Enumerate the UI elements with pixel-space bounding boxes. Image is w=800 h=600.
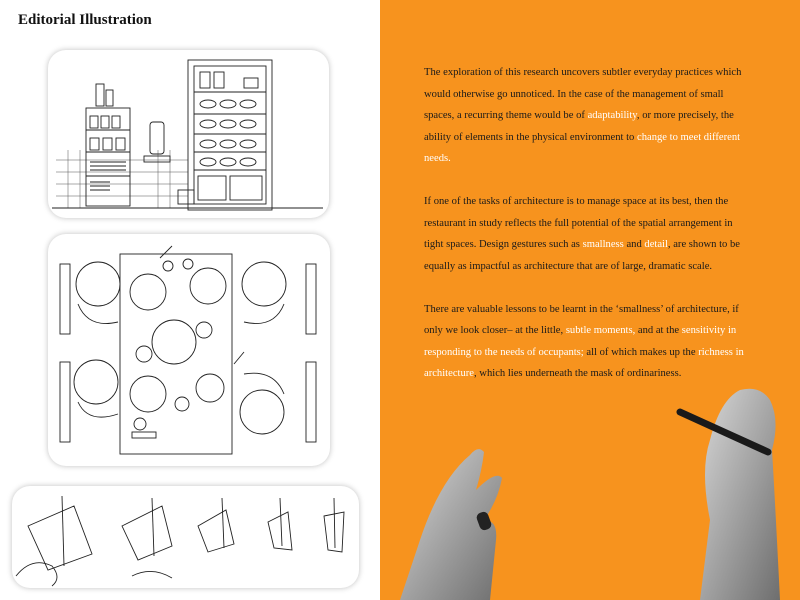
tiled-wall (56, 150, 188, 208)
highlight-subtle-moments: subtle moments, (565, 325, 636, 336)
body-text (424, 62, 754, 406)
illustration-dining-table (48, 234, 330, 466)
paragraph (424, 299, 754, 385)
text-run: , are shown to be equally as impactful as architecture that are of large, dramatic scale. (424, 239, 740, 272)
diner-top-right (242, 262, 316, 334)
text-run: There are valuable lessons to be learnt in the ‘smallness’ of architecture, if only we look closer– at the little, (424, 303, 739, 336)
napkin-step-3 (198, 498, 234, 552)
napkin-step-5 (324, 498, 344, 552)
left-hand-icon (400, 449, 502, 600)
right-hand-icon (680, 389, 780, 600)
napkin-step-4 (268, 498, 292, 550)
highlight-change: change to meet different needs. (424, 131, 741, 164)
napkin-step-1 (16, 496, 92, 586)
text-run: and (623, 239, 645, 250)
highlight-sensitivity: sensitivity in responding to the needs of occupants; (424, 325, 737, 358)
highlight-smallness: smallness (582, 239, 624, 250)
text-run: If one of the tasks of architecture is to manage space at its best, then the restaurant in study reflects the full potential of the spatial arrangement in tight spaces. Design gestures such as (424, 196, 733, 250)
text-run: , which lies underneath the mask of ordinariness. (474, 368, 682, 379)
diner-bottom-left (60, 360, 118, 442)
table-outline (120, 254, 232, 454)
napkin-step-2 (122, 498, 172, 578)
diner-top-left (60, 262, 120, 334)
illustration-kitchen-shelves (48, 50, 329, 218)
left-panel (0, 0, 380, 600)
tall-shelving (188, 60, 272, 210)
highlight-detail: detail (644, 239, 668, 250)
paragraph (424, 191, 754, 277)
diner-bottom-right (240, 362, 316, 442)
illustration-napkin-folding (12, 486, 359, 588)
text-run: , or more precisely, the ability of elements in the physical environment to (424, 110, 734, 143)
text-run: and at the (635, 325, 682, 336)
highlight-adaptability: adaptability (587, 110, 637, 121)
page-title: Editorial Illustration (18, 12, 152, 28)
paragraph (424, 62, 754, 170)
text-run: The exploration of this research uncovers subtler everyday practices which would otherwise go unnoticed. In the case of the management of small spaces, a recurring theme would be of (424, 67, 742, 121)
left-shelf-unit (86, 84, 130, 206)
highlight-richness: richness in architecture (424, 346, 744, 379)
text-run: all of which makes up the (583, 346, 699, 358)
